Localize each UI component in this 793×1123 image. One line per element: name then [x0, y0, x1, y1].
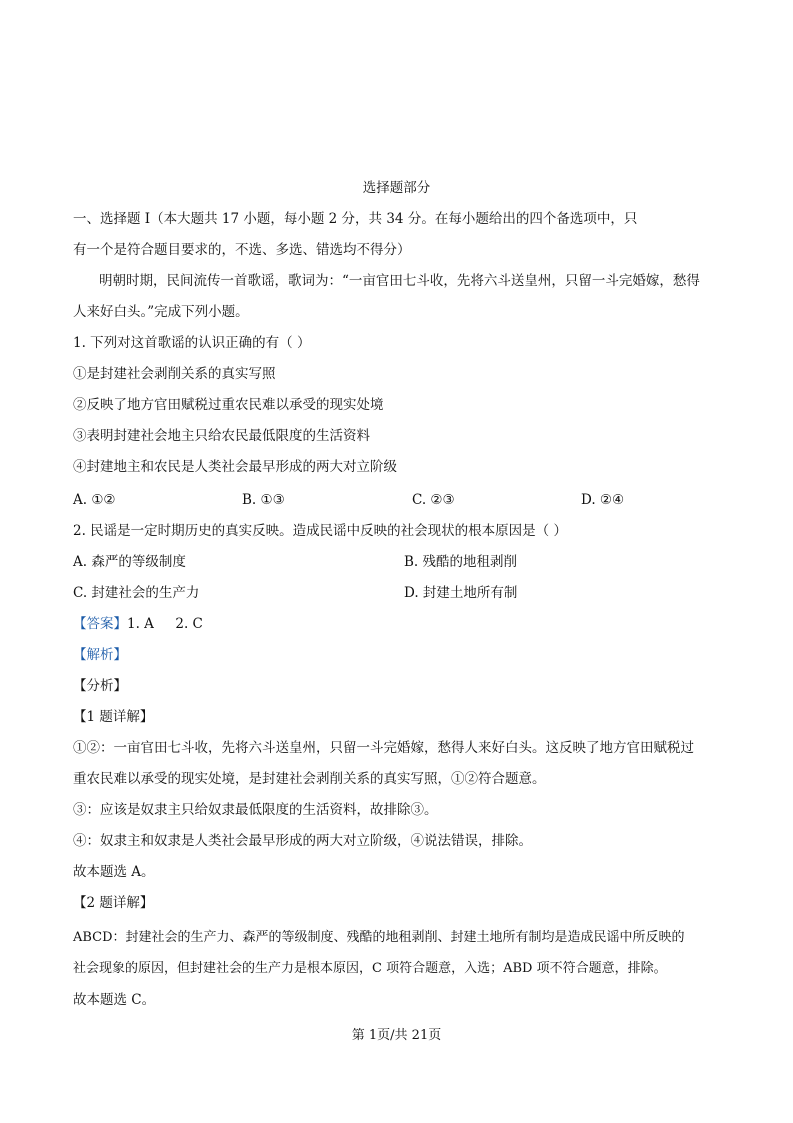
question-2-stem: 2. 民谣是一定时期历史的真实反映。造成民谣中反映的社会现状的根本原因是（ ）: [73, 523, 567, 539]
detail-1-line: 重农民难以承受的现实处境，是封建社会剥削关系的真实写照，①②符合题意。: [73, 771, 546, 787]
answer-text: 1. A 2. C: [127, 616, 203, 632]
instruction-line-2: 有一个是符合题目要求的，不选、多选、错选均不得分）: [73, 242, 411, 258]
q1-statement-2: ②反映了地方官田赋税过重农民难以承受的现实处境: [73, 397, 384, 413]
q2-option-c: C. 封建社会的生产力: [73, 585, 200, 601]
passage-line-1: 明朝时期，民间流传一首歌谣，歌词为：“一亩官田七斗收，先将六斗送皇州，只留一斗完婚嫁，愁得: [99, 273, 700, 289]
q2-option-a: A. 森严的等级制度: [73, 554, 186, 570]
detail-2-line: ABCD：封建社会的生产力、森严的等级制度、残酷的地租剥削、封建土地所有制均是造成民谣中所反映的: [73, 930, 685, 945]
detail-2-tag: 【2 题详解】: [73, 895, 154, 911]
detail-2-line: 故本题选 C。: [73, 992, 156, 1008]
answer-line: [73, 614, 203, 634]
fenxi-tag: 【分析】: [73, 678, 127, 694]
detail-1-line: ①②：一亩官田七斗收，先将六斗送皇州，只留一斗完婚嫁，愁得人来好白头。这反映了地方官田赋税过: [73, 740, 694, 756]
q2-option-b: B. 残酷的地租剥削: [404, 554, 518, 570]
q1-statement-4: ④封建地主和农民是人类社会最早形成的两大对立阶级: [73, 459, 397, 475]
analysis-tag: 【解析】: [73, 647, 127, 663]
passage-line-2: 人来好白头。”完成下列小题。: [73, 304, 249, 320]
q1-option-a: A. ①②: [73, 492, 116, 508]
q1-statement-3: ③表明封建社会地主只给农民最低限度的生活资料: [73, 428, 370, 444]
q1-option-b: B. ①③: [242, 492, 285, 508]
page-footer: 第 1页/共 21页: [351, 1028, 442, 1043]
detail-2-line: 社会现象的原因，但封建社会的生产力是根本原因，C 项符合题意，入选；ABD 项不符合题意，排除。: [73, 961, 667, 976]
q1-statement-1: ①是封建社会剥削关系的真实写照: [73, 366, 276, 382]
detail-1-line: ④：奴隶主和奴隶是人类社会最早形成的两大对立阶级，④说法错误，排除。: [73, 833, 532, 849]
section-title: 选择题部分: [362, 180, 431, 196]
answer-tag: 【答案】: [73, 616, 127, 632]
q1-option-c: C. ②③: [412, 492, 455, 508]
q2-option-d: D. 封建土地所有制: [404, 585, 518, 601]
detail-1-line: ③：应该是奴隶主只给奴隶最低限度的生活资料，故排除③。: [73, 802, 438, 818]
question-1-stem: 1. 下列对这首歌谣的认识正确的有（ ）: [73, 335, 311, 351]
detail-1-line: 故本题选 A。: [73, 864, 155, 880]
detail-1-tag: 【1 题详解】: [73, 709, 154, 725]
q1-option-d: D. ②④: [581, 492, 625, 508]
instruction-line-1: 一、选择题 I（本大题共 17 小题，每小题 2 分，共 34 分。在每小题给出的四个备选项中，只: [73, 211, 638, 227]
